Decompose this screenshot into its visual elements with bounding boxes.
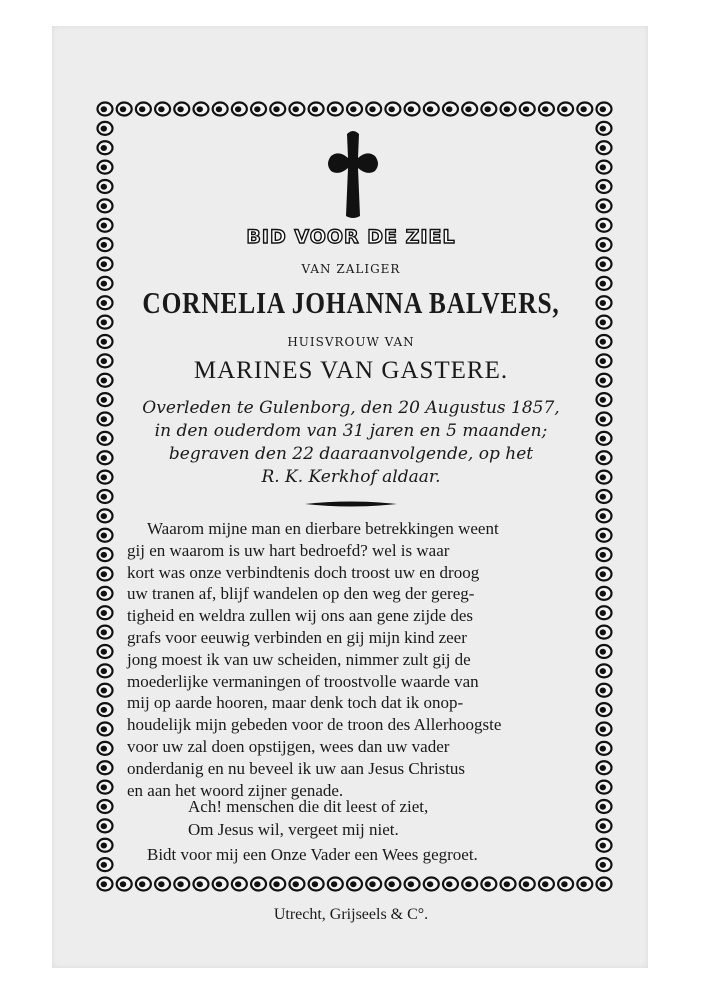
bead xyxy=(98,878,113,891)
bead xyxy=(597,103,612,116)
bead xyxy=(98,761,113,774)
cross-icon xyxy=(327,130,379,220)
bead xyxy=(501,103,516,116)
bead xyxy=(232,103,247,116)
bead xyxy=(251,103,266,116)
verse-line: Om Jesus wil, vergeet mij niet. xyxy=(188,820,399,839)
bead xyxy=(309,103,324,116)
bead xyxy=(174,103,189,116)
bead xyxy=(520,103,535,116)
bead xyxy=(98,703,113,716)
body-line: kort was onze verbindtenis doch troost uw en droog xyxy=(127,562,480,582)
bead xyxy=(136,103,151,116)
bead xyxy=(251,878,266,891)
bead xyxy=(98,103,113,116)
bead xyxy=(424,103,439,116)
bead xyxy=(232,878,247,891)
bead xyxy=(597,645,612,658)
bead xyxy=(539,103,554,116)
bead xyxy=(597,742,612,755)
bead xyxy=(117,103,132,116)
bead xyxy=(597,684,612,697)
bead xyxy=(193,878,208,891)
bead xyxy=(597,199,612,212)
body-line: mij op aarde hooren, maar denk toch dat ik onop- xyxy=(127,693,464,713)
bead xyxy=(597,587,612,600)
bead xyxy=(577,103,592,116)
bead xyxy=(213,878,228,891)
bead xyxy=(481,878,496,891)
bead xyxy=(309,878,324,891)
bead xyxy=(385,103,400,116)
bead xyxy=(213,103,228,116)
bead xyxy=(462,103,477,116)
body-line: gij en waarom is uw hart bedroefd? wel is waar xyxy=(127,540,450,560)
bead xyxy=(270,103,285,116)
body-line: Waarom mijne man en dierbare betrekkingen weent xyxy=(147,519,499,538)
bead xyxy=(98,742,113,755)
bead xyxy=(501,878,516,891)
bead xyxy=(597,161,612,174)
bead xyxy=(597,819,612,832)
bead xyxy=(462,878,477,891)
bead xyxy=(366,878,381,891)
bead xyxy=(597,626,612,639)
bead xyxy=(98,509,113,522)
bead xyxy=(539,878,554,891)
bead xyxy=(597,800,612,813)
body-text xyxy=(127,518,587,801)
bead xyxy=(597,490,612,503)
heading: BID VOOR DE ZIEL xyxy=(246,226,456,248)
body-line: uw tranen af, blijf wandelen op den weg der gereg- xyxy=(127,584,475,604)
bead xyxy=(155,103,170,116)
bead xyxy=(558,103,573,116)
detail-line: R. K. Kerkhof aldaar. xyxy=(261,467,441,487)
bead xyxy=(98,161,113,174)
bead xyxy=(597,141,612,154)
detail-line: Overleden te Gulenborg, den 20 Augustus 1857, xyxy=(142,398,560,418)
body-line: grafs voor eeuwig verbinden en gij mijn kind zeer xyxy=(127,627,467,647)
bead xyxy=(98,122,113,135)
body-line: jong moest ik van uw scheiden, nimmer zult gij de xyxy=(127,649,471,669)
bead xyxy=(347,103,362,116)
bead xyxy=(289,103,304,116)
bead xyxy=(98,664,113,677)
bead xyxy=(347,878,362,891)
bead xyxy=(597,122,612,135)
bead xyxy=(98,141,113,154)
bead xyxy=(117,878,132,891)
bead xyxy=(597,878,612,891)
deceased-name: CORNELIA JOHANNA BALVERS, xyxy=(142,285,560,320)
bead xyxy=(597,509,612,522)
bead xyxy=(155,878,170,891)
bead xyxy=(174,878,189,891)
van-zaliger: VAN ZALIGER xyxy=(301,262,401,276)
bead xyxy=(597,548,612,561)
husband-name: MARINES VAN GASTERE. xyxy=(193,357,509,384)
bead xyxy=(597,761,612,774)
detail-line: begraven den 22 daaraanvolgende, op het xyxy=(168,444,534,464)
bead xyxy=(597,568,612,581)
body-line: voor uw zal doen opstijgen, wees dan uw vader xyxy=(127,736,450,756)
verse-line: Ach! menschen die dit leest of ziet, xyxy=(188,797,429,816)
bead xyxy=(98,723,113,736)
printer-imprint: Utrecht, Grijseels & C°. xyxy=(273,906,429,923)
bead xyxy=(597,529,612,542)
body-line: tigheid en weldra zullen wij ons aan gene zijde des xyxy=(127,606,474,626)
body-line: onderdanig en nu beveel ik uw aan Jesus Christus xyxy=(127,758,466,778)
bead xyxy=(597,839,612,852)
bead xyxy=(424,878,439,891)
bead xyxy=(98,839,113,852)
bead xyxy=(98,645,113,658)
bead xyxy=(98,800,113,813)
bead xyxy=(98,684,113,697)
bead xyxy=(98,199,113,212)
bead xyxy=(385,878,400,891)
bead xyxy=(98,490,113,503)
bead xyxy=(98,548,113,561)
bead xyxy=(328,878,343,891)
body-line: moederlijke vermaningen of troostvolle waarde van xyxy=(127,671,479,691)
bead xyxy=(289,878,304,891)
bead xyxy=(520,878,535,891)
verse-line: Bidt voor mij een Onze Vader een Wees gegroet. xyxy=(147,845,478,864)
bead xyxy=(597,723,612,736)
bead xyxy=(98,180,113,193)
bead xyxy=(98,529,113,542)
bead xyxy=(98,568,113,581)
bead xyxy=(597,703,612,716)
bead xyxy=(597,664,612,677)
bead xyxy=(443,103,458,116)
bead xyxy=(98,626,113,639)
bead xyxy=(98,587,113,600)
bead xyxy=(597,606,612,619)
body-line: houdelijk mijn gebeden voor de troon des Allerhoogste xyxy=(127,715,502,735)
bead xyxy=(136,878,151,891)
detail-line: in den ouderdom van 31 jaren en 5 maanden; xyxy=(154,421,548,441)
bead xyxy=(98,781,113,794)
bead xyxy=(481,103,496,116)
bead xyxy=(193,103,208,116)
huisvrouw-van: HUISVROUW VAN xyxy=(287,335,415,349)
ornament-divider xyxy=(305,500,397,508)
bead xyxy=(577,878,592,891)
bead xyxy=(328,103,343,116)
bead xyxy=(597,781,612,794)
bead xyxy=(98,858,113,871)
bead xyxy=(98,819,113,832)
bead xyxy=(366,103,381,116)
bead xyxy=(597,180,612,193)
bead xyxy=(98,606,113,619)
bead xyxy=(597,858,612,871)
bead xyxy=(558,878,573,891)
bead xyxy=(405,103,420,116)
body-line: en aan het woord zijner genade. xyxy=(127,780,344,800)
bead xyxy=(270,878,285,891)
bead xyxy=(405,878,420,891)
bead xyxy=(443,878,458,891)
